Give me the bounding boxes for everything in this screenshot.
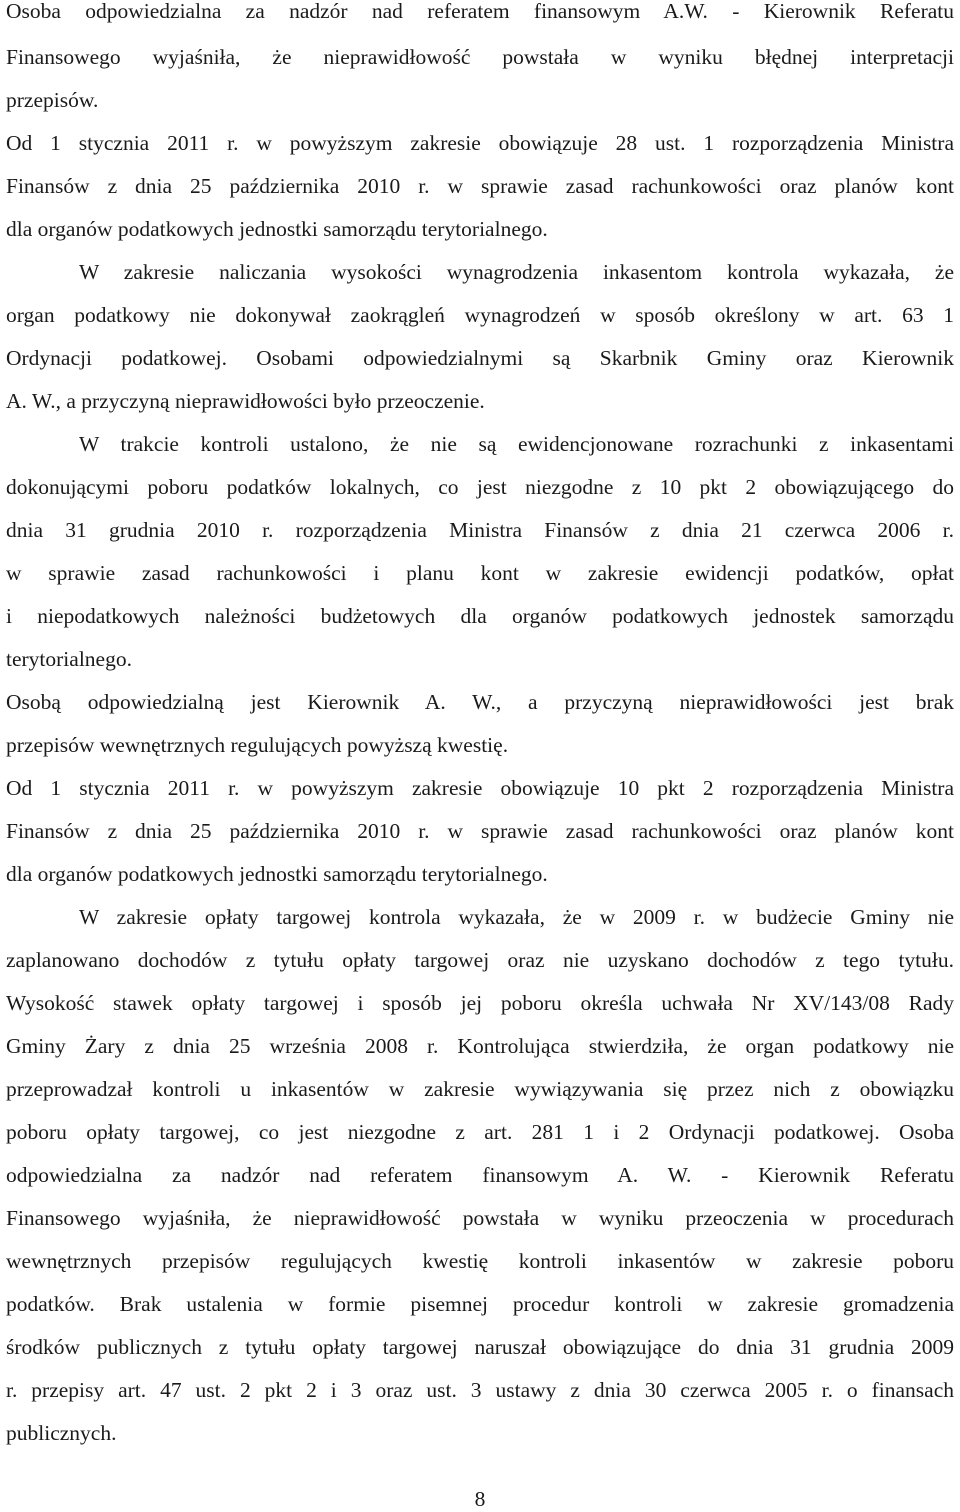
page-number: 8 — [474, 1487, 486, 1511]
text-line: Od 1 stycznia 2011 r. w powyższym zakresie obowiązuje 28 ust. 1 rozporządzenia Ministra — [6, 131, 954, 155]
text-line: przepisów. — [6, 88, 99, 112]
text-line: W trakcie kontroli ustalono, że nie są ewidencjonowane rozrachunki z inkasentami — [79, 432, 954, 456]
text-line: Gminy Żary z dnia 25 września 2008 r. Kontrolująca stwierdziła, że organ podatkowy nie — [6, 1034, 954, 1058]
text-line: W zakresie opłaty targowej kontrola wykazała, że w 2009 r. w budżecie Gminy nie — [79, 905, 954, 929]
text-line: dla organów podatkowych jednostki samorządu terytorialnego. — [6, 217, 548, 241]
text-line: Finansów z dnia 25 października 2010 r. w sprawie zasad rachunkowości oraz planów kont — [6, 819, 954, 843]
text-line: środków publicznych z tytułu opłaty targowej naruszał obowiązujące do dnia 31 grudnia 2009 — [6, 1335, 954, 1359]
text-line: przeprowadzał kontroli u inkasentów w zakresie wywiązywania się przez nich z obowiązku — [6, 1077, 954, 1101]
text-line: publicznych. — [6, 1421, 117, 1445]
text-line: poboru opłaty targowej, co jest niezgodne z art. 281 1 i 2 Ordynacji podatkowej. Osoba — [6, 1120, 954, 1144]
text-line: W zakresie naliczania wysokości wynagrodzenia inkasentom kontrola wykazała, że — [79, 260, 954, 284]
text-line: Osoba odpowiedzialna za nadzór nad referatem finansowym A.W. - Kierownik Referatu — [6, 0, 954, 23]
text-line: Finansów z dnia 25 października 2010 r. w sprawie zasad rachunkowości oraz planów kont — [6, 174, 954, 198]
text-line: Ordynacji podatkowej. Osobami odpowiedzialnymi są Skarbnik Gminy oraz Kierownik — [6, 346, 954, 370]
text-line: Od 1 stycznia 2011 r. w powyższym zakresie obowiązuje 10 pkt 2 rozporządzenia Ministra — [6, 776, 954, 800]
text-line: Finansowego wyjaśniła, że nieprawidłowość powstała w wyniku błędnej interpretacji — [6, 45, 954, 69]
text-line: Wysokość stawek opłaty targowej i sposób jej poboru określa uchwała Nr XV/143/08 Rady — [6, 991, 954, 1015]
text-line: zaplanowano dochodów z tytułu opłaty targowej oraz nie uzyskano dochodów z tego tytułu. — [6, 948, 954, 972]
text-line: wewnętrznych przepisów regulujących kwestię kontroli inkasentów w zakresie poboru — [6, 1249, 954, 1273]
text-line: w sprawie zasad rachunkowości i planu kont w zakresie ewidencji podatków, opłat — [6, 561, 954, 585]
text-line: dla organów podatkowych jednostki samorządu terytorialnego. — [6, 862, 548, 886]
text-line: r. przepisy art. 47 ust. 2 pkt 2 i 3 oraz ust. 3 ustawy z dnia 30 czerwca 2005 r. o finansach — [6, 1378, 954, 1402]
text-line: terytorialnego. — [6, 647, 132, 671]
text-line: dnia 31 grudnia 2010 r. rozporządzenia Ministra Finansów z dnia 21 czerwca 2006 r. — [6, 518, 954, 542]
text-line: przepisów wewnętrznych regulujących powyższą kwestię. — [6, 733, 509, 757]
text-line: i niepodatkowych należności budżetowych dla organów podatkowych jednostek samorządu — [6, 604, 954, 628]
text-line: Osobą odpowiedzialną jest Kierownik A. W., a przyczyną nieprawidłowości jest brak — [6, 690, 954, 714]
text-line: A. W., a przyczyną nieprawidłowości było przeoczenie. — [6, 389, 485, 413]
text-line: dokonującymi poboru podatków lokalnych, co jest niezgodne z 10 pkt 2 obowiązującego do — [6, 475, 954, 499]
text-line: podatków. Brak ustalenia w formie pisemnej procedur kontroli w zakresie gromadzenia — [6, 1292, 954, 1316]
text-line: organ podatkowy nie dokonywał zaokrągleń wynagrodzeń w sposób określony w art. 63 1 — [6, 303, 954, 327]
text-line: Finansowego wyjaśniła, że nieprawidłowość powstała w wyniku przeoczenia w procedurach — [6, 1206, 954, 1230]
text-line: odpowiedzialna za nadzór nad referatem finansowym A. W. - Kierownik Referatu — [6, 1163, 954, 1187]
